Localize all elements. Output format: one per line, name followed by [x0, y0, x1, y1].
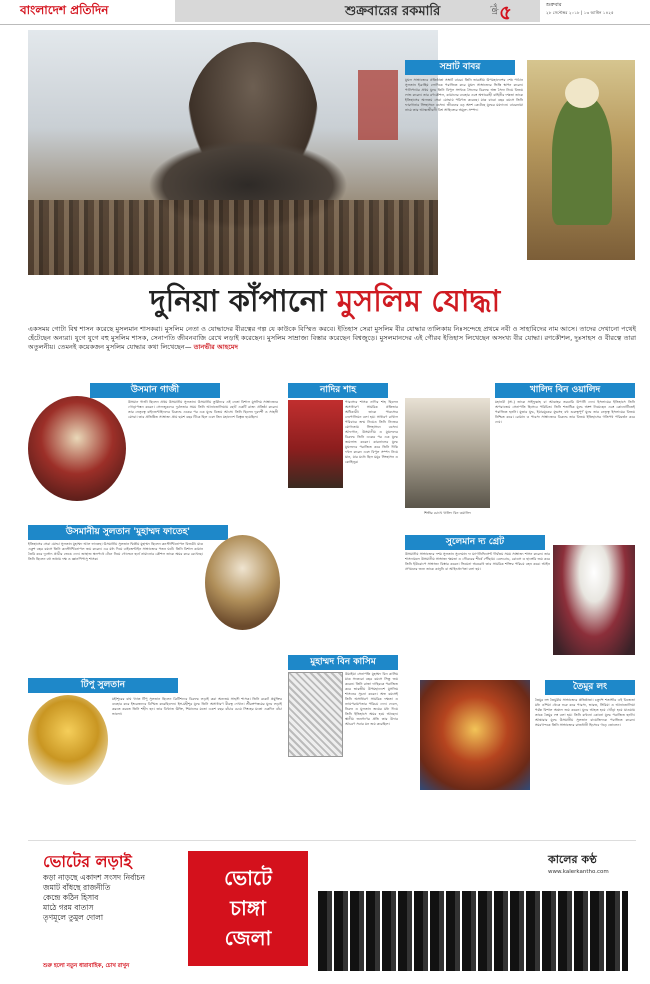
- babur-figure: [552, 95, 612, 225]
- tipu-portrait: [28, 695, 108, 785]
- headline-part1: দুনিয়া কাঁপানো: [149, 284, 327, 319]
- headline-part2: মুসলিম যোদ্ধা: [336, 284, 501, 319]
- osman-portrait: [28, 396, 126, 501]
- ad-brand: কালের কণ্ঠ: [548, 853, 597, 866]
- section-body-timur: তৈমুর লং তৈমুরীয় সাম্রাজ্যের প্রতিষ্ঠাতা। চতুর্দশ শতাব্দীর এই বিজেতা মধ্য এশিয়া থেকে শুরু করে পারস্য, ভারত, সিরিয়া ও আনাতোলিয়া পর্যন্ত বিশাল অঞ্চল জয় করেন। যুদ্ধে আহত হয়ে খোঁড়া হয়ে যাওয়ায় তাকে তৈমুর লং বলা হয়। তিনি কখনো কোনো যুদ্ধে পরাজিত হননি। আঙ্কারার যুদ্ধে উসমানীয় সুলতান বায়েজিদকে পরাজিত করেন। সমরখন্দকে তিনি সাম্রাজ্যের রাজধানী হিসেবে গড়ে তোলেন।: [535, 698, 635, 727]
- issue-day: শুক্রবার: [546, 2, 562, 8]
- section-babur: [405, 60, 635, 280]
- page-label: পৃষ্ঠা: [490, 3, 498, 15]
- ad-art-line: ভোটে: [224, 866, 272, 890]
- ad-line: মাঠে গরম বাতাস: [43, 903, 94, 912]
- ad-lines: [43, 873, 183, 923]
- ad-line: কড়া নাড়ছে একাদশ সংসদ নির্বাচন: [43, 873, 145, 882]
- ad-art-line: জেলা: [224, 926, 272, 950]
- babur-portrait: [527, 60, 635, 260]
- ad-line: কেন্দ্রে কঠিন হিসাব: [43, 893, 99, 902]
- ad-crowd-silhouette: [318, 891, 628, 971]
- section-title-osman: উসমান গাজী: [90, 383, 220, 398]
- masthead-rule: [0, 24, 650, 25]
- election-ad: [28, 840, 636, 975]
- page-number: ৫: [499, 0, 512, 24]
- section-body-osman: উসমান গাজী ছিলেন প্রথম উসমানীয় সুলতান। উসমানীয় তুর্কিদের এই নেতা বিশাল মুসলিম সাম্রাজ্যের গোড়াপত্তন করেন। সেলজুকদের দুর্বলতার সময় তিনি আনাতোলিয়ায় ছোট একটি রাজ্য প্রতিষ্ঠা করেন। তার নেতৃত্বে বাইজেন্টাইনদের বিরুদ্ধে একের পর এক যুদ্ধে বিজয় আসে। তিনি ছিলেন দূরদর্শী ও সাহসী যোদ্ধা। তার প্রতিষ্ঠিত সাম্রাজ্য প্রায় ছয়শ বছর টিকে ছিল এবং তিন মহাদেশে বিস্তৃত হয়েছিল।: [128, 400, 278, 419]
- nadir-portrait: [288, 400, 343, 488]
- main-headline: [60, 282, 590, 322]
- intro-author: তানভীর আহমেদ: [193, 343, 239, 351]
- section-title-qasim: মুহাম্মদ বিন কাসিম: [288, 655, 398, 670]
- ad-footer: শুরু হলো নতুন ধারাবাহিক, চোখ রাখুন: [43, 963, 130, 969]
- section-title-timur: তৈমুর লং: [545, 680, 635, 695]
- section-title-babur: সম্রাট বাবর: [405, 60, 515, 75]
- section-body-tipu: মহীশূরের বাঘ খ্যাত টিপু সুলতান ছিলেন ব্রিটিশদের বিরুদ্ধে লড়াই করা অন্যতম সাহসী শাসক। তিনি রকেট প্রযুক্তির ব্যবহার করে ইংরেজদের বিস্মিত করেছিলেন। ইঙ্গ-মহীশূর যুদ্ধে তিনি অসাধারণ বীরত্ব দেখান। শ্রীরঙ্গপত্তমের যুদ্ধে লড়াই করতে করতে তিনি শহীদ হন। তার বিখ্যাত উক্তি, শিয়ালের মতো একশ বছর বাঁচার চেয়ে সিংহের মতো একদিন বাঁচা ভালো।: [112, 697, 282, 716]
- qasim-illustration: [288, 672, 343, 757]
- masthead: [0, 0, 650, 26]
- section-title-suleiman: সুলেমান দ্য গ্রেট: [405, 535, 545, 550]
- intro-text: একসময় গোটা বিশ্ব শাসন করেছে মুসলমান শাসকরা। মুসলিম নেতা ও যোদ্ধাদের বীরত্বের গল্প যে কাউকে বিস্মিত করবে। ইতিহাস সেরা মুসলিম বীর যোদ্ধার তালিকায় নিঃসন্দেহে প্রথমে নবী ও সাহাবিদের নাম আসে। তাদের দেখানো পথেই হেঁটেছেন অন্যরা। যুগে যুগে বহু মুসলিম শাসক, সেনাপতি জীবনবাজি রেখে লড়াই করেছেন। মুসলিম সাম্রাজ্য বিস্তার করেছেন বিশ্বজুড়ে। মুসলমানদের এই গৌরব ইতিহাস লিখেছেন অসংখ্য বীর যোদ্ধা। রণকৌশল, দুঃসাহস ও বীরত্বে তারা অতুলনীয়। তেমনই কয়েকজন মুসলিম যোদ্ধার কথা লিখেছেন—: [28, 325, 636, 351]
- section-body-suleiman: উসমানীয় সাম্রাজ্যের দশম সুলতান সুলেমান দ্য ম্যাগনিফিসেন্ট দীর্ঘতম সময় সাম্রাজ্য শাসন করেন। তার শাসনামলে উসমানীয় সাম্রাজ্য ক্ষমতা ও গৌরবের শীর্ষে পৌঁছায়। বেলগ্রেড, রোডস ও হাঙ্গেরি জয় করে তিনি ইউরোপে সাম্রাজ্য বিস্তার করেন। ভিয়েনা অবরোধ তার সামরিক শক্তির পরিচয় বহন করে। আইন প্রণয়নের জন্য তাকে কানুনি বা আইনপ্রণেতা বলা হয়।: [405, 552, 550, 571]
- intro-paragraph: [28, 325, 636, 365]
- babur-turban: [565, 78, 599, 108]
- section-title-fatih: উসমানীয় সুলতান 'মুহাম্মদ ফাতেহ': [28, 525, 228, 540]
- section-title-tipu: টিপু সুলতান: [28, 678, 178, 693]
- suleiman-portrait: [553, 545, 635, 655]
- section-body-qasim: উমাইয়া সেনাপতি মুহাম্মদ বিন কাসিম মাত্র সতেরো বছর বয়সে সিন্ধু জয় করেন। তিনি রাজা দাহিরকে পরাজিত করে ভারতীয় উপমহাদেশে মুসলিম শাসনের সূচনা করেন। অল্প বয়সেই তিনি অসাধারণ সামরিক দক্ষতা ও ন্যায়পরায়ণতার পরিচয় দেন। দেবল, নিরুন ও মুলতান জয়ের মধ্য দিয়ে তিনি ইতিহাসে অমর হয়ে আছেন। স্থানীয় জনগণের প্রতি তার উদার আচরণ সবার মন জয় করেছিল।: [345, 672, 398, 726]
- section-body-khalid: মহানবী (সা.) তাকে সাইফুল্লাহ বা আল্লাহর তরবারি উপাধি দেন। ইসলামের ইতিহাসে তিনি অপরাজেয় সেনাপতি হিসেবে পরিচিত। তিনি শতাধিক যুদ্ধে অংশ নিয়েছেন এবং কোনোটিতেই পরাজিত হননি। মুতার যুদ্ধ, ইয়ারমুকের যুদ্ধসহ বহু গুরুত্বপূর্ণ যুদ্ধে তার নেতৃত্ব ইসলামের বিজয় নিশ্চিত করে। রোমান ও পারস্য সাম্রাজ্যের বিরুদ্ধে তার বিজয় ইতিহাসের গতিপথ পরিবর্তন করে দেয়।: [495, 400, 635, 424]
- ad-ballot-art: [188, 851, 308, 966]
- brand-logo: বাংলাদেশ প্রতিদিন: [20, 3, 109, 17]
- khalid-portrait: [405, 398, 490, 508]
- hero-battle-image: [28, 30, 438, 275]
- section-title-nadir: নাদির শাহ: [288, 383, 388, 398]
- ad-line: তৃণমূলে তুমুল দোলা: [43, 913, 103, 922]
- fatih-portrait: [205, 535, 280, 630]
- timur-portrait: [420, 680, 530, 790]
- section-body-babur: মুঘল সাম্রাজ্যের প্রতিষ্ঠাতা সম্রাট বাবর। তিনি ভারতীয় উপমহাদেশের শেষ পাঠান সুলতান ইব্রাহিম লোদিকে পরাজিত করে মুঘল সাম্রাজ্যের ভিত্তি স্থাপন করেন। পানিপথের প্রথম যুদ্ধে তিনি বিপুল সংখ্যক সৈন্যের বিরুদ্ধে অল্প সৈন্য নিয়ে বিজয় লাভ করেন। তার রণকৌশল, কামানের ব্যবহার এবং অশ্বারোহী বাহিনীর দক্ষতা তাকে ইতিহাসের অন্যতম সেরা যোদ্ধায় পরিণত করেছে। মাত্র বারো বছর বয়সে তিনি ফারগানার সিংহাসনে বসেন। জীবনের বড় অংশ কেটেছে যুদ্ধের ময়দানে। বাবরনামা নামে তার আত্মজীবনী বিশ্ব সাহিত্যের অমূল্য সম্পদ।: [405, 78, 523, 112]
- ad-title: ভোটের লড়াই: [43, 852, 132, 871]
- issue-date: ২৮ সেপ্টেম্বর ২০১৮ | ১৩ আশ্বিন ১৪২৫: [546, 10, 614, 15]
- supplement-title: শুক্রবারের রকমারি: [345, 4, 441, 19]
- ad-url[interactable]: www.kalerkantho.com: [548, 869, 609, 875]
- section-body-nadir: পারস্যের শাসক নাদির শাহ ছিলেন অসাধারণ সামরিক প্রতিভার অধিকারী। তাকে পারস্যের নেপোলিয়ন বলা হয়। সাধারণ রাখাল পরিবারে জন্ম নিয়েও তিনি নিজের যোগ্যতায় সিংহাসনে বসেন। আফগান, উসমানীয় ও মুঘলদের বিরুদ্ধে তিনি একের পর এক যুদ্ধে জয়লাভ করেন। কারনালের যুদ্ধে মুঘলদের পরাজিত করে তিনি দিল্লি দখল করেন এবং বিপুল সম্পদ নিয়ে যান, যার মধ্যে ছিল ময়ূর সিংহাসন ও কোহিনূর।: [345, 400, 398, 464]
- section-title-khalid: খালিদ বিন ওয়ালিদ: [495, 383, 635, 398]
- ad-art-line: চাঙ্গা: [230, 896, 266, 920]
- hero-banner: [358, 70, 398, 140]
- ad-line: জমাট বাঁধছে রাজনীতি: [43, 883, 111, 892]
- section-body-fatih: ইতিহাসের সেরা যোদ্ধা সুলতান মুহাম্মদ আল ফাতেহ। উসমানীয় সুলতান দ্বিতীয় মুহাম্মদ ছিলেন কনস্টান্টিনোপল বিজয়ী। মাত্র একুশ বছর বয়সে তিনি কনস্টান্টিনোপল জয় করেন। এর মধ্য দিয়ে বাইজেন্টাইন সাম্রাজ্যের পতন ঘটে। তিনি বিশাল কামান তৈরি করে দুর্ভেদ্য প্রাচীর ভেঙে দেন। জাহাজ স্থলপথে টেনে নিয়ে গোল্ডেন হর্নে নামানোর কৌশল তাকে অমর করে রেখেছে। তিনি ছিলেন বহু ভাষায় দক্ষ ও জ্ঞানপিপাসু শাসক।: [28, 542, 203, 561]
- hero-crowd: [28, 200, 438, 275]
- khalid-caption: শিল্পীর চোখে খালিদ বিন ওয়ালিদ: [423, 511, 472, 515]
